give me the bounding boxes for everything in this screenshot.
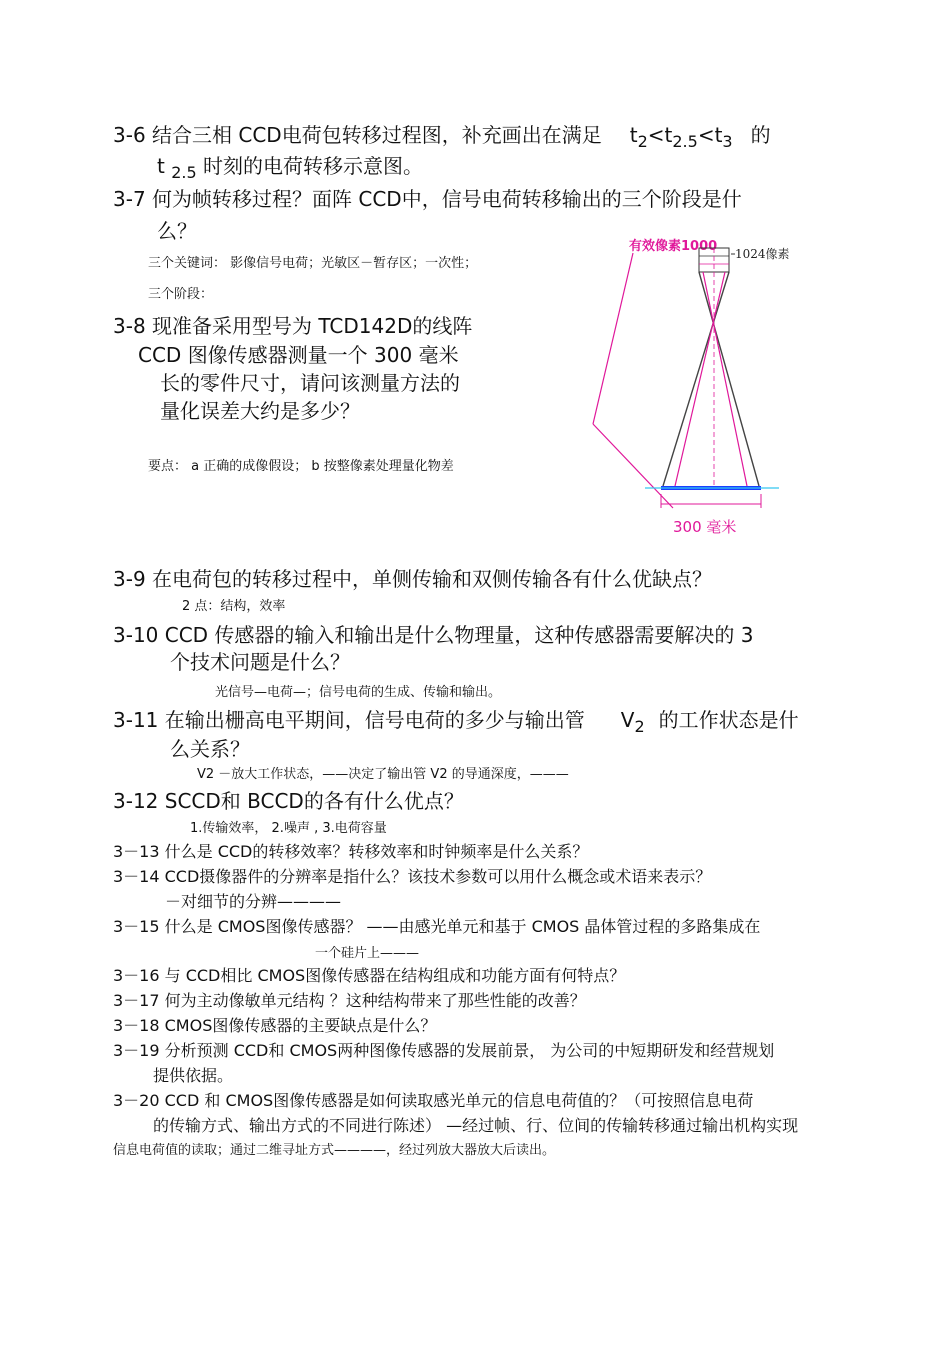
question-3-20-line2: 的传输方式、输出方式的不同进行陈述） —经过帧、行、位间的传输转移通过输出机构实现 (153, 1116, 799, 1135)
question-3-16: 3－16 与 CCD相比 CMOS图像传感器在结构组成和功能方面有何特点？ (113, 966, 626, 985)
q39-note: 2 点：结构，效率 (182, 599, 286, 614)
dark-ray-right (699, 272, 759, 486)
ccd-measurement-figure (575, 228, 805, 538)
question-3-7-line1: 3-7 何为帧转移过程？面阵 CCD中，信号电荷转移输出的三个阶段是什 (113, 187, 742, 211)
q36-t: t (629, 123, 638, 147)
question-3-6-line1 (113, 125, 771, 150)
q36-sub3: 3 (722, 132, 733, 151)
question-3-8-line4: 量化误差大约是多少？ (160, 399, 360, 423)
question-3-13: 3－13 什么是 CCD的转移效率？转移效率和时钟频率是什么关系？ (113, 842, 589, 861)
question-3-15-line1: 3－15 什么是 CMOS图像传感器？ ——由感光单元和基于 CMOS 晶体管过程的多路集成在 (113, 917, 761, 936)
q36-sub25: 2.5 (672, 132, 698, 151)
label-effective-pixels: 有效像素1000 (629, 239, 718, 254)
question-3-19-line2: 提供依据。 (153, 1066, 234, 1085)
question-3-17: 3－17 何为主动像敏单元结构 ？这种结构带来了那些性能的改善？ (113, 991, 586, 1010)
question-3-8-line2: CCD 图像传感器测量一个 300 毫米 (138, 343, 459, 367)
q311-note: V2 －放大工作状态，——决定了输出管 V2 的导通深度，——— (197, 767, 569, 782)
q36-line2-rest: 时刻的电荷转移示意图。 (203, 154, 424, 178)
question-3-10-line2: 个技术问题是什么？ (170, 650, 350, 674)
q36-line2-sub: 2.5 (171, 163, 197, 182)
q36-sub2: 2 (637, 132, 648, 151)
q311-v: V (620, 708, 635, 732)
question-3-20-line1: 3－20 CCD 和 CMOS图像传感器是如何读取感光单元的信息电荷值的？（可按照信息电荷 (113, 1091, 754, 1110)
q311-suffix: 的工作状态是什 (658, 708, 799, 732)
q36-lt1: <t (647, 123, 673, 147)
question-3-11-line1 (113, 710, 799, 735)
dark-ray-left (663, 272, 729, 486)
question-3-8-line1: 3-8 现准备采用型号为 TCD142D的线阵 (113, 314, 473, 338)
question-3-6-line2 (157, 156, 423, 181)
label-1024-pixels: 1024像素 (735, 247, 790, 261)
question-3-7-line2: 么？ (157, 219, 197, 243)
question-3-10-line1: 3-10 CCD 传感器的输入和输出是什么物理量，这种传感器需要解决的 3 (113, 623, 754, 647)
q311-v-sub: 2 (634, 717, 645, 736)
label-300mm: 300 毫米 (673, 518, 737, 536)
q311-prefix: 3-11 在输出栅高电平期间，信号电荷的多少与输出管 (113, 708, 585, 732)
question-3-9-line1: 3-9 在电荷包的转移过程中，单侧传输和双侧传输各有什么优缺点？ (113, 567, 713, 591)
question-3-18: 3－18 CMOS图像传感器的主要缺点是什么？ (113, 1016, 437, 1035)
question-3-14-line1: 3－14 CCD摄像器件的分辨率是指什么？该技术参数可以用什么概念或术语来表示？ (113, 867, 712, 886)
q37-note-keywords: 三个关键词： 影像信号电荷；光敏区－暂存区；一次性； (148, 256, 478, 271)
question-3-14-line2: －对细节的分辨———— (165, 892, 342, 911)
pointer-upper (593, 253, 633, 424)
question-3-15-line2: 一个硅片上——— (315, 946, 420, 961)
question-3-8-line3: 长的零件尺寸，请问该测量方法的 (160, 371, 460, 395)
q36-line2-t: t (157, 154, 165, 178)
q36-lt2: <t (697, 123, 723, 147)
q37-note-stages: 三个阶段： (148, 287, 214, 302)
question-3-19-line1: 3－19 分析预测 CCD和 CMOS两种图像传感器的发展前景， 为公司的中短期研发和经营规划 (113, 1041, 775, 1060)
q312-note: 1.传输效率， 2.噪声 , 3.电荷容量 (190, 821, 387, 836)
q38-note: 要点： a 正确的成像假设； b 按整像素处理量化物差 (148, 459, 454, 474)
question-3-12-line1: 3-12 SCCD和 BCCD的各有什么优点？ (113, 789, 464, 813)
question-3-20-line3: 信息电荷值的读取；通过二维寻址方式————，经过列放大器放大后读出。 (113, 1143, 556, 1158)
magenta-ray-right (703, 272, 747, 486)
question-3-11-line2: 么关系？ (170, 737, 250, 761)
q36-text: 3-6 结合三相 CCD电荷包转移过程图，补充画出在满足 (113, 123, 602, 147)
q36-suffix: 的 (750, 123, 771, 147)
q310-note: 光信号—电荷—；信号电荷的生成、传输和输出。 (215, 685, 502, 700)
magenta-ray-left (675, 272, 725, 486)
